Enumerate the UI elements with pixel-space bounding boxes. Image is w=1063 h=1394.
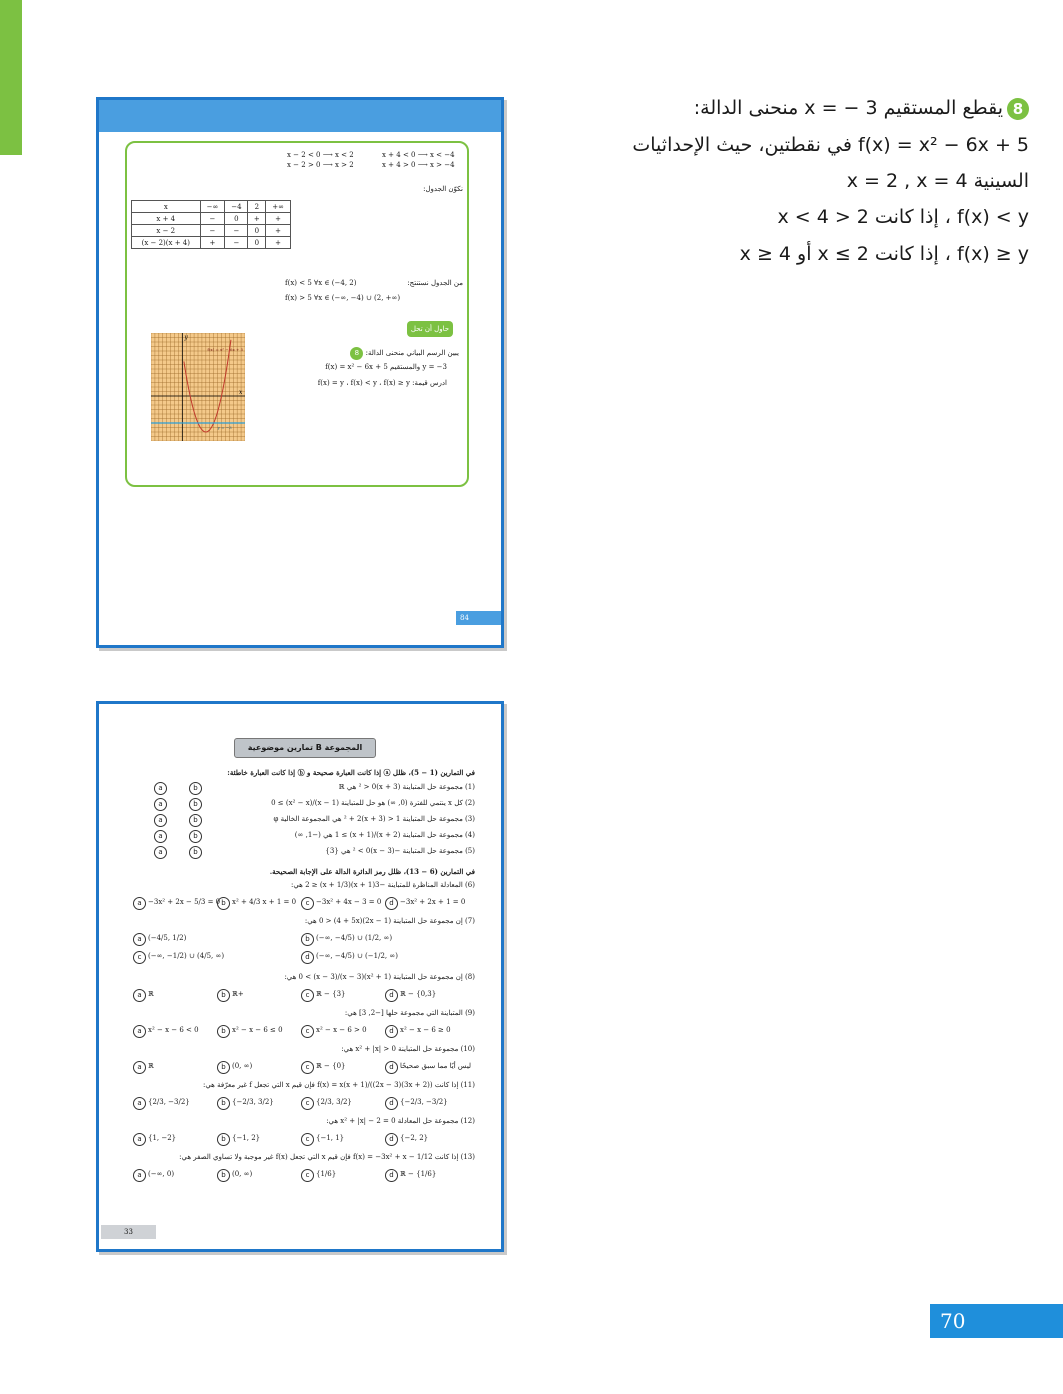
sign-cell: +: [200, 237, 225, 249]
mc-instruction: في التمارين (6 − 13)، ظلل رمز الدائرة الدالة على الإجابة الصحيحة.: [269, 867, 475, 876]
tf-option-b[interactable]: b: [189, 846, 202, 859]
cases-left-2: x − 2 > 0 ⟶ x > 2: [287, 161, 354, 169]
mc-option-text: x² − x − 6 > 0: [316, 1026, 367, 1034]
mc-option-text: x² − x − 6 < 0: [148, 1026, 199, 1034]
mc-option-c[interactable]: c: [301, 1097, 314, 1110]
mc-option-text: x² − x − 6 ≥ 0: [400, 1026, 451, 1034]
sign-row-label: x − 2: [132, 225, 201, 237]
footer-page-number: 70: [930, 1304, 1063, 1338]
mc-option-b[interactable]: b: [217, 1169, 230, 1182]
q8-line-2: y = −3 والمستقيم f(x) = x² − 6x + 5: [325, 363, 447, 371]
mc-option-b[interactable]: b: [217, 897, 230, 910]
sign-cell: +: [248, 213, 266, 225]
sign-header-1: −∞: [200, 201, 225, 213]
tf-option-a[interactable]: a: [154, 830, 167, 843]
mc-option-d[interactable]: d: [385, 1097, 398, 1110]
q8-line-1-text: يبين الرسم البياني منحنى الدالة:: [365, 349, 459, 357]
exercise-line-5: f(x) ≥ y ، إذا كانت x ≤ 2 أو x ≥ 4: [739, 243, 1029, 265]
mc-option-b[interactable]: b: [217, 1133, 230, 1146]
cases-right-2: x + 4 > 0 ⟶ x > −4: [382, 161, 455, 169]
tf-question: (2) كل x ينتمي للفترة (0, ∞) هو حل للمتباينة (x − 1)/(x² − x) ≥ 0: [271, 799, 475, 807]
mc-option-d[interactable]: d: [385, 897, 398, 910]
mc-option-text: (−∞, −4/5) ∪ (1/2, ∞): [316, 934, 393, 942]
mc-option-text: (−∞, 0): [148, 1170, 175, 1178]
group-title: المجموعة B تمارين موضوعية: [234, 738, 376, 758]
sign-cell: 0: [225, 213, 248, 225]
mc-option-text: ℝ+: [232, 990, 244, 998]
tf-option-b[interactable]: b: [189, 782, 202, 795]
mc-option-a[interactable]: a: [133, 1097, 146, 1110]
mc-option-text: −3x² + 4x − 3 = 0: [316, 898, 382, 906]
mc-option-text: (−∞, −4/5) ∪ (−1/2, ∞): [316, 952, 398, 960]
mc-option-text: {2/3, −3/2}: [148, 1098, 190, 1106]
cases-right-1: x + 4 < 0 ⟶ x < −4: [382, 151, 455, 159]
mc-option-d[interactable]: d: [385, 989, 398, 1002]
mc-option-text: −3x² + 2x − 5/3 = 0: [148, 898, 221, 906]
sign-cell: −: [225, 225, 248, 237]
mc-option-text: ℝ − {3}: [316, 990, 346, 998]
mc-option-text: {−2/3, 3/2}: [232, 1098, 274, 1106]
mc-option-text: ℝ: [148, 1062, 154, 1070]
tf-option-a[interactable]: a: [154, 846, 167, 859]
top-page-banner: [99, 100, 501, 132]
mc-question: (10) مجموعة حل المتباينة x² + |x| > 0 هي:: [341, 1045, 475, 1053]
mc-option-text: (−∞, −1/2) ∪ (4/5, ∞): [148, 952, 225, 960]
conclusion-label: من الجدول نستنتج:: [407, 279, 463, 287]
sign-header-3: 2: [248, 201, 266, 213]
cases-left-1: x − 2 < 0 ⟶ x < 2: [287, 151, 354, 159]
tf-question: (1) مجموعة حل المتباينة (x + 3)² > 0 هي ℝ: [338, 783, 475, 791]
mc-question: (11) إذا كانت f(x) = x(x + 1)/((2x − 3)(3x + 2)) فإن قيم x التي تجعل f غير معرّفة هي:: [202, 1081, 475, 1089]
mc-option-text: {−1, 2}: [232, 1134, 261, 1142]
sign-cell: +: [266, 237, 291, 249]
mc-option-c[interactable]: c: [301, 1169, 314, 1182]
mc-option-text: {−2/3, −3/2}: [400, 1098, 448, 1106]
mc-option-a[interactable]: a: [133, 1025, 146, 1038]
mc-option-b[interactable]: b: [301, 933, 314, 946]
mc-question: (7) إن مجموعة حل المتباينة (1 − 2x)(4 + 5x) < 0 هي:: [304, 917, 475, 925]
mc-option-text: −3x² + 2x + 1 = 0: [400, 898, 466, 906]
mc-question: (6) المعادلة المناظرة للمتباينة −3(x + 1)(x + 1/3) ≤ 2 هي:: [290, 881, 475, 889]
mc-option-c[interactable]: c: [133, 951, 146, 964]
mc-question: (8) إن مجموعة حل المتباينة (x² + 1)(x − 3)/(x − 3) > 0 هي:: [284, 973, 475, 981]
exercise-line-3: السينية x = 2 , x = 4: [846, 170, 1029, 192]
mc-option-text: {2/3, 3/2}: [316, 1098, 352, 1106]
tf-option-b[interactable]: b: [189, 798, 202, 811]
curve-label: f(x) = x² − 6x + 5: [207, 347, 244, 352]
sign-cell: −: [200, 213, 225, 225]
mc-question: (9) المتباينة التي مجموعة حلها [−2, 3] هي:: [344, 1009, 475, 1017]
table-title: نكوّن الجدول:: [423, 185, 463, 193]
tf-instruction: في التمارين (1 − 5)، ظلل ⓐ إذا كانت العبارة صحيحة و ⓑ إذا كانت العبارة خاطئة:: [227, 768, 475, 777]
sign-cell: +: [266, 213, 291, 225]
mc-option-text: (0, ∞): [232, 1062, 253, 1070]
y-axis-label: y: [184, 334, 188, 341]
conclusion-1: f(x) < 5 ∀x ∈ (−4, 2): [285, 279, 357, 287]
green-side-strip: [0, 0, 22, 155]
sign-table: [131, 200, 291, 249]
parabola-graph: [151, 333, 245, 441]
mc-option-b[interactable]: b: [217, 1025, 230, 1038]
bottom-textbook-page: [96, 701, 504, 1252]
mc-option-a[interactable]: a: [133, 1061, 146, 1074]
mc-option-text: ℝ − {1/6}: [400, 1170, 437, 1178]
q8-number-badge: 8: [350, 347, 363, 360]
mc-question: (13) إذا كانت f(x) = −3x² + x − 1/12 فإن قيم x التي تجعل f(x) غير موجبة ولا تساوي الصفر هي:: [179, 1153, 475, 1161]
x-axis-label: x: [239, 389, 243, 396]
mc-option-text: {1, −2}: [148, 1134, 177, 1142]
tf-question: (5) مجموعة حل المتباينة −(x − 3)² < 0 هي {3}: [325, 847, 475, 855]
line-label: y = −3: [217, 425, 232, 430]
mc-option-text: ℝ − {0}: [316, 1062, 346, 1070]
mc-option-c[interactable]: c: [301, 989, 314, 1002]
mc-option-d[interactable]: d: [301, 951, 314, 964]
mc-option-d[interactable]: d: [385, 1025, 398, 1038]
mc-option-text: {1/6}: [316, 1170, 337, 1178]
mc-option-a[interactable]: a: [133, 897, 146, 910]
mc-option-text: x² − x − 6 ≤ 0: [232, 1026, 283, 1034]
sign-header-4: +∞: [266, 201, 291, 213]
mc-option-text: ليس أيًا مما سبق صحيحًا: [400, 1062, 472, 1070]
exercise-line-1-text: يقطع المستقيم x = − 3 منحنى الدالة:: [693, 97, 1003, 119]
mc-option-b[interactable]: b: [217, 989, 230, 1002]
sign-header-2: −4: [225, 201, 248, 213]
tf-option-b[interactable]: b: [189, 830, 202, 843]
mc-option-d[interactable]: d: [385, 1061, 398, 1074]
sign-header-x: x: [132, 201, 201, 213]
mc-option-text: x² + 4/3 x + 1 = 0: [232, 898, 297, 906]
mc-option-b[interactable]: b: [217, 1097, 230, 1110]
mc-option-c[interactable]: c: [301, 1061, 314, 1074]
tf-option-a[interactable]: a: [154, 798, 167, 811]
tf-option-a[interactable]: a: [154, 814, 167, 827]
top-page-number: 84: [456, 611, 501, 625]
sign-row-label: x + 4: [132, 213, 201, 225]
mc-option-b[interactable]: b: [217, 1061, 230, 1074]
mc-option-a[interactable]: a: [133, 1169, 146, 1182]
sign-row-label: (x − 2)(x + 4): [132, 237, 201, 249]
tf-question: (4) مجموعة حل المتباينة (x + 2)/(x + 1) ≥ 1 هي (−1, ∞): [294, 831, 475, 839]
mc-option-d[interactable]: d: [385, 1169, 398, 1182]
mc-question: (12) مجموعة حل المعادلة x² + |x| − 2 = 0 هي:: [326, 1117, 475, 1125]
sign-cell: −: [200, 225, 225, 237]
q8-line-1: [350, 347, 459, 360]
exercise-line-2: f(x) = x² − 6x + 5 في نقطتين، حيث الإحداثيات: [632, 134, 1029, 156]
bottom-page-number: 33: [101, 1225, 156, 1239]
mc-option-text: {−1, 1}: [316, 1134, 345, 1142]
mc-option-a[interactable]: a: [133, 933, 146, 946]
mc-option-text: (0, ∞): [232, 1170, 253, 1178]
top-textbook-page: [96, 97, 504, 648]
solve-tag: حاول أن تحل: [407, 321, 453, 337]
sign-cell: 0: [248, 237, 266, 249]
mc-option-text: ℝ − {0,3}: [400, 990, 437, 998]
mc-option-c[interactable]: c: [301, 897, 314, 910]
sign-cell: −: [225, 237, 248, 249]
exercise-number-badge: 8: [1007, 98, 1029, 120]
mc-option-c[interactable]: c: [301, 1133, 314, 1146]
sign-cell: +: [266, 225, 291, 237]
mc-option-a[interactable]: a: [133, 1133, 146, 1146]
mc-option-c[interactable]: c: [301, 1025, 314, 1038]
solution-box: [125, 141, 469, 487]
mc-option-text: ℝ: [148, 990, 154, 998]
mc-option-d[interactable]: d: [385, 1133, 398, 1146]
exercise-line-4: f(x) < y ، إذا كانت 2 < x < 4: [777, 206, 1029, 228]
q8-line-3: ادرس قيمة: f(x) = y ، f(x) < y ، f(x) ≥ y: [317, 379, 447, 387]
mc-option-text: {−2, 2}: [400, 1134, 429, 1142]
tf-option-b[interactable]: b: [189, 814, 202, 827]
mc-option-a[interactable]: a: [133, 989, 146, 1002]
conclusion-2: f(x) > 5 ∀x ∈ (−∞, −4) ∪ (2, +∞): [285, 294, 401, 302]
tf-option-a[interactable]: a: [154, 782, 167, 795]
tf-question: (3) مجموعة حل المتباينة 1 < (x + 3)² + 2 هي المجموعة الخالية φ: [273, 815, 475, 823]
mc-option-text: (−4/5, 1/2): [148, 934, 187, 942]
sign-cell: 0: [248, 225, 266, 237]
exercise-line-1: [694, 97, 1029, 120]
